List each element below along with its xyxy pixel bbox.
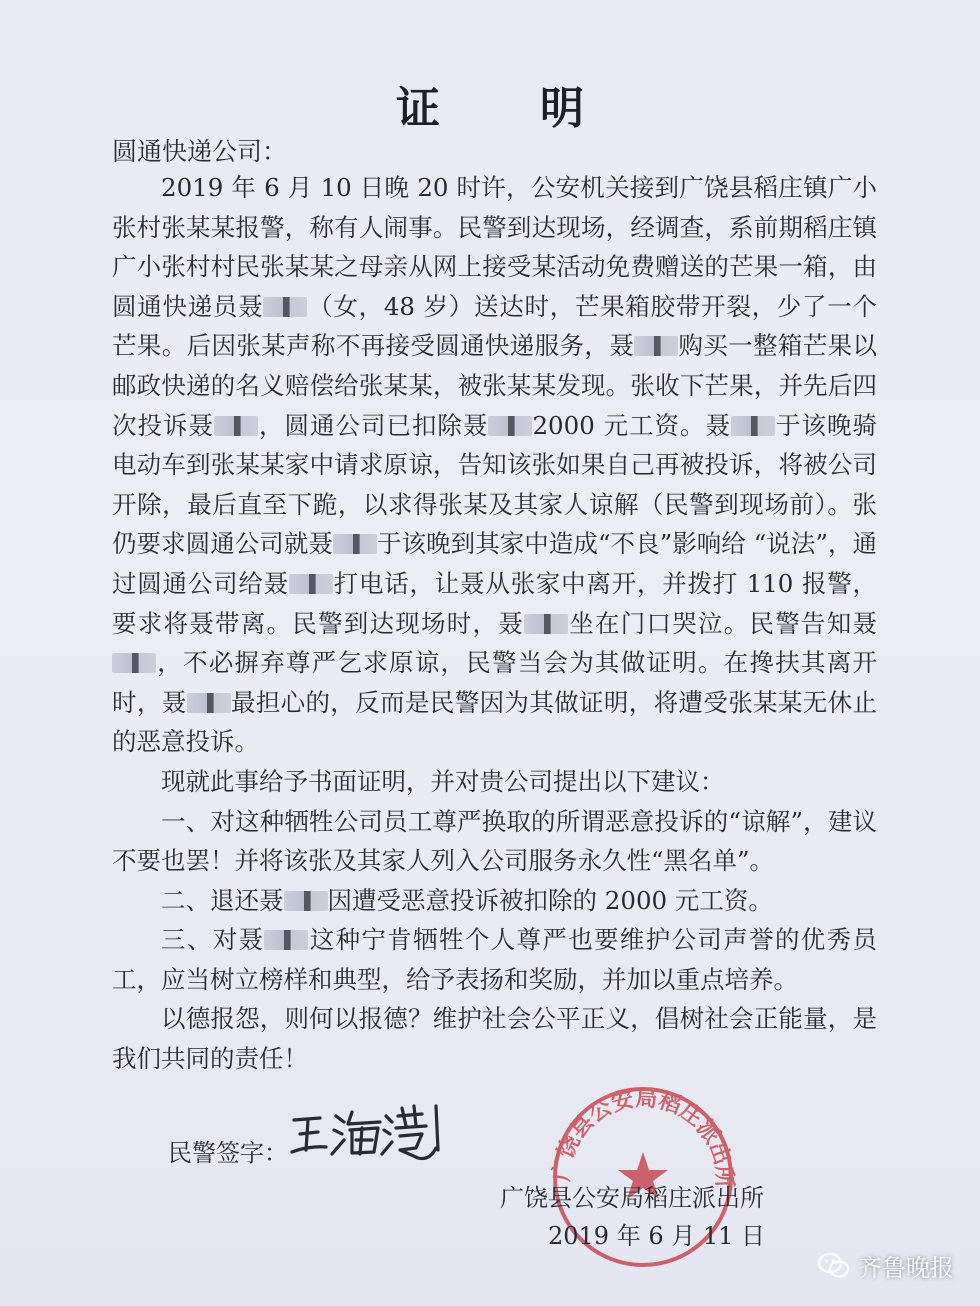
redaction <box>634 336 678 356</box>
redaction <box>524 614 568 634</box>
paragraph-5: 三、对聂 这种宁肯牺牲个人尊严也要维护公司声誉的优秀员工，应当树立榜样和典型，给予表扬和奖励，并加以重点培养。 <box>112 925 878 994</box>
signature-label: 民警签字： <box>168 1139 288 1167</box>
document-body <box>112 168 877 1079</box>
document-title: 证明 <box>396 83 684 134</box>
issuer-name: 广饶县公安局稻庄派出所 <box>500 1184 764 1212</box>
redaction <box>214 416 258 436</box>
redaction <box>488 416 532 436</box>
watermark-text: 齐鲁晚报 <box>858 1254 954 1282</box>
redaction <box>187 693 231 713</box>
redaction <box>333 534 377 554</box>
handwritten-signature <box>286 1098 446 1168</box>
issue-date: 2019 年 6 月 11 日 <box>548 1222 766 1250</box>
addressee: 圆通快递公司： <box>112 137 288 166</box>
paragraph-6: 以德报怨，则何以报德？维护社会公平正义，倡树社会正能量，是我们共同的责任！ <box>112 1004 877 1074</box>
redaction <box>284 891 328 911</box>
redaction <box>263 297 307 317</box>
redaction <box>731 416 775 436</box>
paragraph-2: 现就此事给予书面证明，并对贵公司提出以下建议： <box>161 766 725 796</box>
redaction <box>264 930 308 950</box>
paragraph-4: 二、退还聂 因遭受恶意投诉被扣除的 2000 元工资。 <box>161 885 773 915</box>
redaction <box>289 574 333 594</box>
paragraph-3: 一、对这种牺牲公司员工尊严换取的所谓恶意投诉的“谅解”，建议不要也罢！并将该张及其家人列入公司服务永久性“黑名单”。 <box>112 806 877 876</box>
paragraph-1: 2019 年 6 月 10 日晚 20 时许，公安机关接到广饶县稻庄镇广小张村张某某报警，称有人闹事。民警到达现场，经调查，系前期稻庄镇广小张村村民张某某之母亲从网上接受某活动免费赠送的芒果一箱，由圆通快递员聂 （女，48 岁）送达时，芒果箱胶带开裂，少了一个芒果。后因张某声称不再接受圆通快递服务，聂 购买一整箱芒果以邮政快递的名义赔偿给张某某，被张某某发现。张收下芒果，并先后四次投诉聂 ，圆通公司已扣除聂 2000 元工资。聂 于该晚骑电动车到张某某家中请求原谅，告知该张如果自己再被投诉，将被公司开除，最后直至下跪，以求得张某及其家人谅解（民警到现场前）。张仍要求圆通公司就聂 于该晚到其家中造成“不良”影响给 “说法”，通过圆通公司给聂 打电话，让聂从张家中离开，并拨打 110 报警，要求将聂带离。民警到达现场时，聂 坐在门口哭泣。民警告知聂，不必摒弃尊严乞求原谅，民警当会为其做证明。在搀扶其离开时，聂 最担心的，反而是民警因为其做证明，将遭受张某某无休止的恶意投诉。 <box>112 173 878 757</box>
publisher-watermark <box>818 1248 954 1283</box>
redaction <box>112 653 156 673</box>
wechat-icon <box>818 1252 850 1280</box>
svg-text:广饶县公安局稻庄派出所: 广饶县公安局稻庄派出所 <box>549 1086 737 1189</box>
